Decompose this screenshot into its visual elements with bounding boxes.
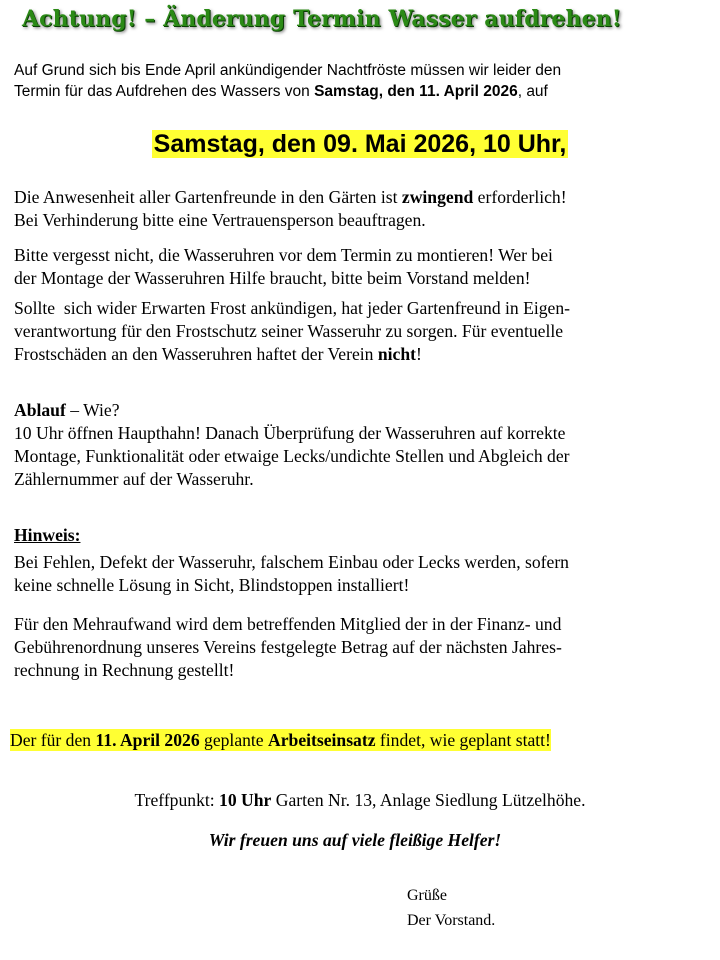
paragraph-line (14, 186, 714, 209)
paragraph-line: Sollte sich wider Erwarten Frost ankündigen, hat jeder Gartenfreund in Eigen- (14, 298, 570, 318)
paragraph-line: Bei Fehlen, Defekt der Wasseruhr, falschem Einbau oder Lecks werden, sofern (14, 552, 569, 572)
notice-section (14, 524, 714, 597)
paragraph-line: rechnung in Rechnung gestellt! (14, 660, 235, 680)
paragraph-line: verantwortung für den Frostschutz seiner Wasseruhr zu sorgen. Für eventuelle (14, 321, 564, 341)
text: findet, wie geplant statt! (375, 730, 551, 750)
section-heading (14, 399, 714, 422)
paragraph-line: Für den Mehraufwand wird dem betreffenden Mitglied der in der Finanz- und (14, 614, 562, 634)
section-heading (14, 524, 714, 547)
work-day-date: 11. April 2026 (95, 730, 200, 750)
work-day-event: Arbeitseinsatz (268, 730, 376, 750)
text: erforderlich! (473, 187, 567, 207)
intro-line (14, 81, 704, 102)
frost-paragraph (14, 297, 714, 366)
text: geplante (199, 730, 269, 750)
intro-paragraph (14, 60, 704, 102)
intro-text: , auf (517, 83, 548, 100)
emphasis: zwingend (401, 187, 474, 207)
text: Der für den (10, 730, 96, 750)
signature (407, 883, 657, 933)
paragraph-line: Bitte vergesst nicht, die Wasseruhren vor dem Termin zu montieren! Wer bei (14, 245, 553, 265)
paragraph-line (14, 343, 714, 366)
costs-paragraph (14, 613, 714, 682)
text: ! (416, 344, 422, 364)
meters-paragraph (14, 244, 714, 290)
new-date: Samstag, den 09. Mai 2026, 10 Uhr, (153, 130, 567, 158)
heading-text: Hinweis: (14, 525, 81, 545)
emphasis: nicht (377, 344, 416, 364)
intro-line: Auf Grund sich bis Ende April ankündigender Nachtfröste müssen wir leider den (14, 62, 562, 79)
paragraph-line: Zählernummer auf der Wasseruhr. (14, 469, 254, 489)
meeting-label: Treffpunkt: (134, 790, 220, 810)
meeting-place: Garten Nr. 13, Anlage Siedlung Lützelhöhe. (271, 790, 586, 810)
paragraph-line: der Montage der Wasseruhren Hilfe braucht, bitte beim Vorstand melden! (14, 268, 531, 288)
heading-suffix: – Wie? (65, 400, 120, 420)
paragraph-line: 10 Uhr öffnen Haupthahn! Danach Überprüfung der Wasseruhren auf korrekte (14, 423, 566, 443)
procedure-section (14, 399, 714, 491)
highlight (10, 729, 551, 751)
paragraph-line: Montage, Funktionalität oder etwaige Lecks/undichte Stellen und Abgleich der (14, 446, 570, 466)
heading-text: Ablauf (14, 400, 66, 420)
closing-cheer: Wir freuen uns auf viele fleißige Helfer! (208, 830, 502, 850)
presence-paragraph (14, 186, 714, 232)
paragraph-line: keine schnelle Lösung in Sicht, Blindstoppen installiert! (14, 575, 410, 595)
new-date-line (0, 127, 720, 161)
old-date: Samstag, den 11. April 2026 (314, 83, 518, 100)
intro-text: Termin für das Aufdrehen des Wassers von (14, 83, 315, 100)
text: Die Anwesenheit aller Gartenfreunde in den Gärten ist (14, 187, 402, 207)
meeting-time: 10 Uhr (219, 790, 272, 810)
page-title: Achtung! – Änderung Termin Wasser aufdrehen! (22, 6, 622, 32)
paragraph-line: Gebührenordnung unseres Vereins festgelegte Betrag auf der nächsten Jahres- (14, 637, 562, 657)
work-day-notice (10, 728, 710, 752)
greeting: Grüße (407, 887, 447, 904)
sender: Der Vorstand. (407, 912, 496, 929)
meeting-point (0, 789, 720, 812)
paragraph-line: Bei Verhinderung bitte eine Vertrauensperson beauftragen. (14, 210, 426, 230)
text: Frostschäden an den Wasseruhren haftet der Verein (14, 344, 378, 364)
